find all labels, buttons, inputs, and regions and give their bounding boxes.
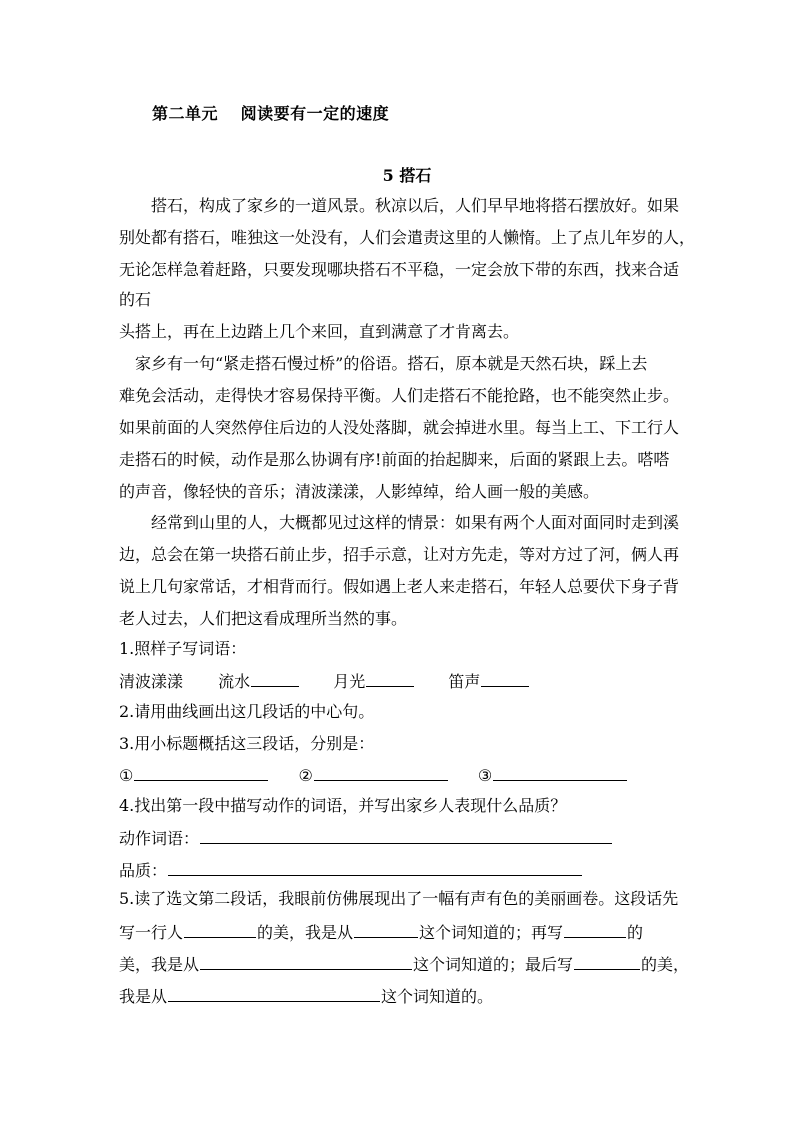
q5-text: 这个词知道的；再写 xyxy=(419,923,564,942)
unit-title: 第二单元 阅读要有一定的速度 xyxy=(152,104,390,123)
answer-blank[interactable] xyxy=(168,985,380,1002)
passage-line: 别处都有搭石，唯独这一处没有，人们会遣责这里的人懒惰。上了点儿年岁的人， xyxy=(119,228,696,247)
q1-item xyxy=(448,670,530,692)
question-5-line xyxy=(119,921,643,943)
question-5-line xyxy=(119,985,493,1007)
q1-example: 清波漾漾 xyxy=(119,672,184,691)
answer-blank[interactable] xyxy=(314,764,448,781)
answer-blank[interactable] xyxy=(200,827,612,844)
q4-action-label: 动作词语： xyxy=(119,829,200,848)
answer-blank[interactable] xyxy=(251,670,299,687)
q1-item-word: 笛声 xyxy=(448,672,481,691)
q5-text: 的 xyxy=(627,923,644,942)
answer-blank[interactable] xyxy=(366,670,414,687)
passage-line: 头搭上，再在上边踏上几个来回，直到满意了才肯离去。 xyxy=(119,322,520,341)
passage-line: 老人过去，人们把这看成理所当然的事。 xyxy=(119,609,408,628)
answer-blank[interactable] xyxy=(574,953,640,970)
question-2-prompt: 2.请用曲线画出这几段话的中心句。 xyxy=(119,702,375,721)
answer-blank[interactable] xyxy=(184,921,256,938)
answer-blank[interactable] xyxy=(134,764,268,781)
lesson-title: 5 搭石 xyxy=(382,166,432,185)
passage-line: 的石 xyxy=(119,290,152,309)
q4-quality-label: 品质： xyxy=(119,861,168,880)
answer-blank[interactable] xyxy=(493,764,627,781)
answer-blank[interactable] xyxy=(564,921,626,938)
q4-quality-row xyxy=(119,859,583,881)
passage-line: 无论怎样急着赶路，只要发现哪块搭石不平稳，一定会放下带的东西，找来合适 xyxy=(119,260,680,279)
passage-line: 家乡有一句“紧走搭石慢过桥”的俗语。搭石，原本就是天然石块，踩上去 xyxy=(119,354,648,373)
passage-line: 难免会活动，走得快才容易保持平衡。人们走搭石不能抢路，也不能突然止步。 xyxy=(119,386,680,405)
q1-item xyxy=(333,670,415,692)
answer-blank[interactable] xyxy=(481,670,529,687)
q1-item xyxy=(218,670,300,692)
question-5-line xyxy=(119,953,689,975)
passage-line: 走搭石的时候，动作是那么协调有序!前面的抬起脚来，后面的紧跟上去。嗒嗒 xyxy=(119,450,670,469)
q5-text: 的美， xyxy=(641,955,690,974)
question-3-row xyxy=(119,764,628,786)
passage-line: 如果前面的人突然停住后边的人没处落脚，就会掉进水里。每当上工、下工行人 xyxy=(119,418,680,437)
q3-marker: ① xyxy=(119,766,134,785)
q5-text: 这个词知道的；最后写 xyxy=(413,955,574,974)
q3-marker: ② xyxy=(298,766,313,785)
q5-text: 写一行人 xyxy=(119,923,184,942)
passage-line: 搭石，构成了家乡的一道风景。秋凉以后，人们早早地将搭石摆放好。如果 xyxy=(119,196,680,215)
answer-blank[interactable] xyxy=(200,953,412,970)
q4-action-row xyxy=(119,827,613,849)
q3-marker: ③ xyxy=(477,766,493,785)
passage-line: 的声音，像轻快的音乐；清波漾漾，人影绰绰，给人画一般的美感。 xyxy=(119,482,600,501)
q5-text: 这个词知道的。 xyxy=(381,987,494,1006)
passage-line: 说上几句家常话，才相背而行。假如遇上老人来走搭石，年轻人总要伏下身子背 xyxy=(119,577,680,596)
passage-line: 边，总会在第一块搭石前止步，招手示意，让对方先走，等对方过了河，俩人再 xyxy=(119,545,680,564)
q5-text: 的美，我是从 xyxy=(257,923,354,942)
question-4-prompt: 4.找出第一段中描写动作的词语，并写出家乡人表现什么品质？ xyxy=(119,796,567,815)
answer-blank[interactable] xyxy=(354,921,418,938)
question-1-prompt: 1.照样子写词语： xyxy=(119,639,247,658)
q1-item-word: 月光 xyxy=(333,672,366,691)
question-3-prompt: 3.用小标题概括这三段话，分别是： xyxy=(119,734,375,753)
question-5-line: 5.读了选文第二段话，我眼前仿佛展现出了一幅有声有色的美丽画卷。这段话先 xyxy=(119,889,679,908)
question-1-row xyxy=(119,670,530,692)
q5-text: 美，我是从 xyxy=(119,955,200,974)
passage-line: 经常到山里的人，大概都见过这样的情景：如果有两个人面对面同时走到溪 xyxy=(119,513,680,532)
answer-blank[interactable] xyxy=(168,859,582,876)
q5-text: 我是从 xyxy=(119,987,168,1006)
q1-item-word: 流水 xyxy=(218,672,251,691)
